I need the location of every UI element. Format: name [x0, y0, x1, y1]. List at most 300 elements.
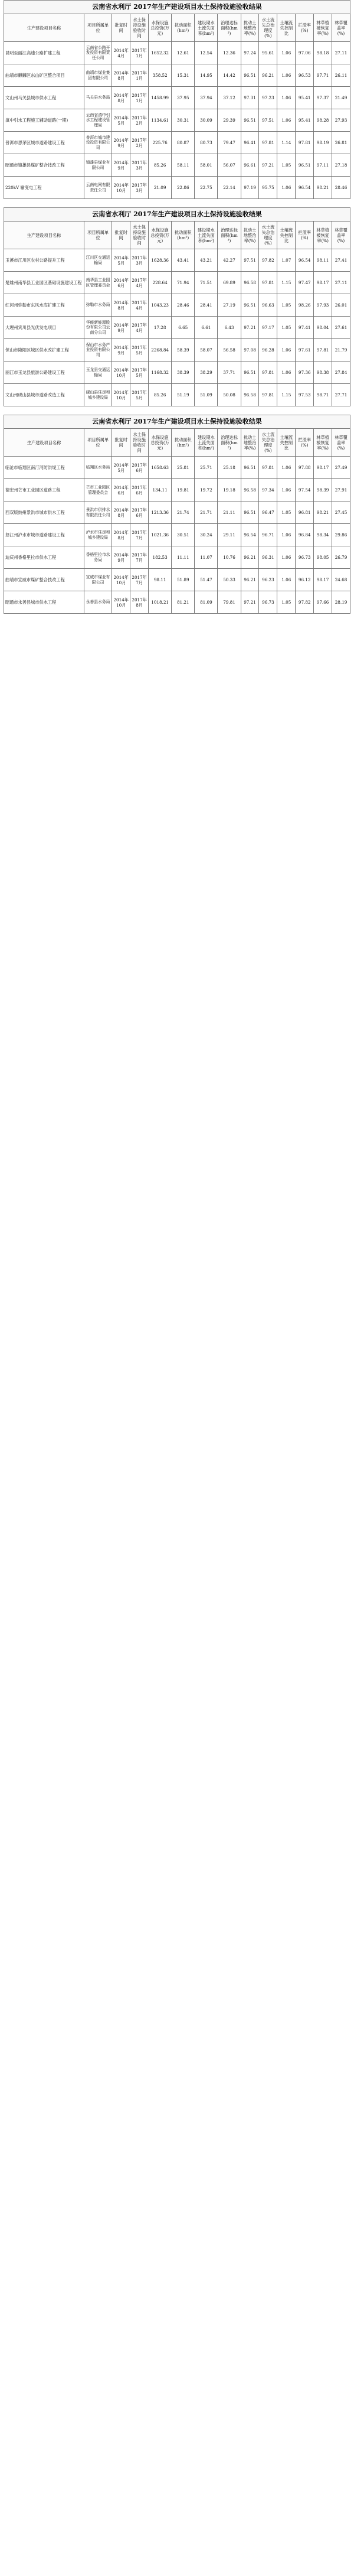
cell-invest: 1018.21	[149, 591, 172, 614]
cell-disturb: 22.86	[172, 177, 195, 199]
cell-v6: 27.49	[332, 457, 350, 479]
cell-loss: 11.07	[195, 546, 218, 569]
sheet-title: 云南省水利厅 2017年生产建设项目水土保持设施验收结果	[4, 207, 350, 221]
cell-v2: 95.61	[259, 42, 277, 64]
cell-accept: 2017年1月	[130, 64, 149, 87]
column-header: 批复时间	[112, 429, 130, 457]
column-header: 治理达标面积(hm²)	[218, 14, 241, 42]
cell-unit: 芒市工业园区管理委员会	[84, 479, 112, 501]
acceptance-sheet	[4, 415, 350, 614]
cell-invest: 1628.36	[149, 249, 172, 272]
cell-control: 10.76	[218, 546, 241, 569]
cell-v5: 98.05	[314, 546, 332, 569]
cell-unit: 云南电网有限责任公司	[84, 177, 112, 199]
cell-name: 220kV 输变电工程	[4, 177, 84, 199]
cell-invest: 358.52	[149, 64, 172, 87]
column-header: 水土流失总治理度(%)	[259, 222, 277, 249]
cell-approve: 2014年8月	[112, 501, 130, 524]
header-row	[4, 429, 350, 457]
column-header: 水土保持设施验收时间	[130, 222, 149, 249]
cell-invest: 228.64	[149, 272, 172, 294]
column-header: 批复时间	[112, 222, 130, 249]
table-row	[4, 362, 350, 384]
cell-v1: 96.54	[241, 524, 259, 546]
cell-v2: 97.51	[259, 109, 277, 132]
cell-accept: 2017年6月	[130, 457, 149, 479]
cell-v6: 27.11	[332, 272, 350, 294]
cell-invest: 1658.63	[149, 457, 172, 479]
cell-v3: 1.05	[277, 294, 296, 317]
cell-accept: 2017年7月	[130, 524, 149, 546]
cell-unit: 镇雄县煤业有限公司	[84, 154, 112, 177]
cell-v5: 97.11	[314, 154, 332, 177]
cell-v6: 27.61	[332, 317, 350, 339]
column-header: 生产建设项目名称	[4, 222, 84, 249]
cell-disturb: 71.94	[172, 272, 195, 294]
cell-unit: 马关县水务局	[84, 87, 112, 109]
cell-approve: 2014年5月	[112, 457, 130, 479]
cell-v6: 26.11	[332, 64, 350, 87]
cell-invest: 98.11	[149, 569, 172, 591]
cell-control: 42.27	[218, 249, 241, 272]
column-header: 项目所属单位	[84, 222, 112, 249]
cell-v4: 96.73	[296, 546, 314, 569]
cell-unit: 保山市水务产业投资有限公司	[84, 339, 112, 362]
cell-v6: 27.84	[332, 362, 350, 384]
cell-v6: 26.79	[332, 546, 350, 569]
cell-approve: 2014年9月	[112, 339, 130, 362]
cell-v1: 97.51	[241, 249, 259, 272]
cell-v1: 97.21	[241, 591, 259, 614]
cell-v1: 96.51	[241, 64, 259, 87]
cell-v5: 98.28	[314, 109, 332, 132]
cell-approve: 2014年10月	[112, 569, 130, 591]
cell-disturb: 81.21	[172, 591, 195, 614]
column-header: 林草覆盖率(%)	[332, 429, 350, 457]
column-header: 扰动土地整治率(%)	[241, 14, 259, 42]
cell-accept: 2017年7月	[130, 569, 149, 591]
cell-accept: 2017年2月	[130, 132, 149, 154]
cell-v2: 96.28	[259, 339, 277, 362]
cell-name: 丽江市玉龙县旅游公路建设工程	[4, 362, 84, 384]
cell-v3: 1.15	[277, 384, 296, 406]
cell-v5: 97.93	[314, 294, 332, 317]
cell-approve: 2014年10月	[112, 591, 130, 614]
cell-v4: 97.61	[296, 339, 314, 362]
cell-v5: 98.34	[314, 524, 332, 546]
column-header: 水保设施总投资(万元)	[149, 14, 172, 42]
cell-v5: 98.21	[314, 501, 332, 524]
table-row	[4, 546, 350, 569]
cell-name: 文山州马关县城市供水工程	[4, 87, 84, 109]
cell-approve: 2014年8月	[112, 294, 130, 317]
cell-v5: 98.11	[314, 249, 332, 272]
cell-unit: 云南省滇中引水工程建设管理局	[84, 109, 112, 132]
cell-v3: 1.14	[277, 132, 296, 154]
column-header: 扰动土地整治率(%)	[241, 222, 259, 249]
column-header: 批复时间	[112, 14, 130, 42]
cell-name: 昭通市永善县城市供水工程	[4, 591, 84, 614]
cell-v1: 96.51	[241, 457, 259, 479]
cell-unit: 南华县工业园区管理委员会	[84, 272, 112, 294]
cell-loss: 14.95	[195, 64, 218, 87]
cell-v6: 28.19	[332, 591, 350, 614]
cell-accept: 2017年4月	[130, 272, 149, 294]
cell-accept: 2017年5月	[130, 384, 149, 406]
column-header: 水保设施总投资(万元)	[149, 429, 172, 457]
cell-disturb: 51.19	[172, 384, 195, 406]
cell-v3: 1.05	[277, 317, 296, 339]
header-row	[4, 14, 350, 42]
cell-v2: 96.23	[259, 569, 277, 591]
cell-invest: 17.28	[149, 317, 172, 339]
cell-v2: 97.81	[259, 362, 277, 384]
cell-control: 69.89	[218, 272, 241, 294]
cell-invest: 1213.36	[149, 501, 172, 524]
cell-v1: 96.41	[241, 132, 259, 154]
cell-v1: 96.51	[241, 362, 259, 384]
cell-accept: 2017年4月	[130, 317, 149, 339]
cell-control: 27.19	[218, 294, 241, 317]
cell-control: 12.36	[218, 42, 241, 64]
cell-v6: 27.45	[332, 501, 350, 524]
cell-v2: 96.71	[259, 524, 277, 546]
table-row	[4, 109, 350, 132]
cell-v1: 97.08	[241, 339, 259, 362]
column-header: 土壤流失控制比	[277, 14, 296, 42]
cell-v6: 26.01	[332, 294, 350, 317]
cell-name: 滇中引水工程施工辅助道路(一期)	[4, 109, 84, 132]
sheet-title: 云南省水利厅 2017年生产建设项目水土保持设施验收结果	[4, 0, 350, 14]
column-header: 林草覆盖率(%)	[332, 14, 350, 42]
acceptance-sheet	[4, 0, 350, 199]
cell-unit: 泸水市住房和城乡建设局	[84, 524, 112, 546]
cell-unit: 曲靖市煤业集团有限公司	[84, 64, 112, 87]
table-row	[4, 272, 350, 294]
cell-v2: 96.47	[259, 501, 277, 524]
cell-v4: 97.53	[296, 384, 314, 406]
cell-v5: 98.38	[314, 362, 332, 384]
cell-unit: 弥勒市水务局	[84, 294, 112, 317]
cell-disturb: 80.87	[172, 132, 195, 154]
cell-unit: 江川区交通运输局	[84, 249, 112, 272]
cell-v3: 1.06	[277, 339, 296, 362]
cell-approve: 2014年5月	[112, 109, 130, 132]
cell-unit: 云南省公路开发投资有限责任公司	[84, 42, 112, 64]
cell-loss: 28.41	[195, 294, 218, 317]
cell-unit: 永善县水务局	[84, 591, 112, 614]
cell-v1: 97.31	[241, 87, 259, 109]
cell-loss: 80.73	[195, 132, 218, 154]
cell-v2: 97.34	[259, 479, 277, 501]
cell-v3: 1.15	[277, 272, 296, 294]
cell-v1: 96.51	[241, 109, 259, 132]
cell-disturb: 19.81	[172, 479, 195, 501]
cell-v3: 1.05	[277, 501, 296, 524]
cell-name: 红河州弥勒市东风水库扩建工程	[4, 294, 84, 317]
cell-invest: 1043.23	[149, 294, 172, 317]
cell-control: 56.58	[218, 339, 241, 362]
cell-loss: 19.72	[195, 479, 218, 501]
cell-disturb: 58.39	[172, 339, 195, 362]
cell-loss: 21.71	[195, 501, 218, 524]
cell-v4: 96.53	[296, 64, 314, 87]
cell-approve: 2014年8月	[112, 64, 130, 87]
cell-v6: 24.68	[332, 569, 350, 591]
acceptance-table	[4, 428, 350, 614]
cell-v3: 1.06	[277, 177, 296, 199]
table-row	[4, 42, 350, 64]
column-header: 水土流失总治理度(%)	[259, 14, 277, 42]
cell-v6: 28.46	[332, 177, 350, 199]
cell-invest: 85.26	[149, 384, 172, 406]
cell-name: 保山市隆阳区城区供水改扩建工程	[4, 339, 84, 362]
cell-accept: 2017年2月	[130, 109, 149, 132]
cell-unit: 华能新能源股份有限公司云南分公司	[84, 317, 112, 339]
cell-control: 25.18	[218, 457, 241, 479]
cell-accept: 2017年4月	[130, 294, 149, 317]
table-row	[4, 249, 350, 272]
column-header: 林草植被恢复率(%)	[314, 14, 332, 42]
cell-approve: 2014年9月	[112, 546, 130, 569]
cell-unit: 景洪市供排水有限责任公司	[84, 501, 112, 524]
cell-v6: 26.81	[332, 132, 350, 154]
cell-name: 曲靖市宣威市煤矿整合技改工程	[4, 569, 84, 591]
cell-name: 楚雄州南华县工业园区基础设施建设工程	[4, 272, 84, 294]
cell-disturb: 21.74	[172, 501, 195, 524]
cell-approve: 2014年6月	[112, 272, 130, 294]
column-header: 生产建设项目名称	[4, 429, 84, 457]
table-row	[4, 479, 350, 501]
cell-approve: 2014年4月	[112, 42, 130, 64]
cell-v2: 96.63	[259, 294, 277, 317]
table-row	[4, 154, 350, 177]
cell-v2: 95.75	[259, 177, 277, 199]
cell-v2: 97.81	[259, 457, 277, 479]
cell-disturb: 15.31	[172, 64, 195, 87]
column-header: 扰动面积(hm²)	[172, 14, 195, 42]
cell-loss: 30.09	[195, 109, 218, 132]
cell-loss: 6.61	[195, 317, 218, 339]
cell-v2: 97.17	[259, 317, 277, 339]
cell-v3: 1.06	[277, 569, 296, 591]
cell-v5: 97.81	[314, 339, 332, 362]
table-row	[4, 87, 350, 109]
cell-invest: 2268.84	[149, 339, 172, 362]
column-header: 土壤流失控制比	[277, 429, 296, 457]
cell-v2: 97.81	[259, 272, 277, 294]
cell-v5: 98.39	[314, 479, 332, 501]
cell-disturb: 25.81	[172, 457, 195, 479]
column-header: 拦渣率(%)	[296, 429, 314, 457]
cell-v2: 96.21	[259, 64, 277, 87]
cell-control: 37.71	[218, 362, 241, 384]
cell-accept: 2017年7月	[130, 546, 149, 569]
cell-control: 50.08	[218, 384, 241, 406]
cell-v5: 97.66	[314, 591, 332, 614]
cell-v3: 1.06	[277, 64, 296, 87]
cell-name: 曲靖市麒麟区东山矿区整合项目	[4, 64, 84, 87]
cell-v1: 96.51	[241, 294, 259, 317]
cell-loss: 37.94	[195, 87, 218, 109]
cell-accept: 2017年6月	[130, 479, 149, 501]
cell-unit: 普洱市城市建设投资有限公司	[84, 132, 112, 154]
column-header: 建设期水土流失面积(hm²)	[195, 14, 218, 42]
cell-control: 37.12	[218, 87, 241, 109]
cell-disturb: 6.65	[172, 317, 195, 339]
cell-control: 50.33	[218, 569, 241, 591]
cell-v4: 97.06	[296, 42, 314, 64]
cell-name: 文山州砚山县城市道路改造工程	[4, 384, 84, 406]
cell-v4: 96.54	[296, 249, 314, 272]
cell-approve: 2014年8月	[112, 524, 130, 546]
cell-loss: 38.29	[195, 362, 218, 384]
column-header: 扰动土地整治率(%)	[241, 429, 259, 457]
cell-v3: 1.06	[277, 479, 296, 501]
cell-v5: 98.21	[314, 177, 332, 199]
cell-v2: 96.31	[259, 546, 277, 569]
cell-invest: 134.11	[149, 479, 172, 501]
cell-v4: 96.81	[296, 501, 314, 524]
cell-v2: 97.81	[259, 132, 277, 154]
cell-control: 14.42	[218, 64, 241, 87]
cell-loss: 43.21	[195, 249, 218, 272]
cell-v1: 97.19	[241, 177, 259, 199]
cell-control: 22.14	[218, 177, 241, 199]
cell-v5: 97.71	[314, 64, 332, 87]
cell-invest: 225.76	[149, 132, 172, 154]
cell-name: 迪庆州香格里拉市供水工程	[4, 546, 84, 569]
cell-approve: 2014年10月	[112, 177, 130, 199]
cell-v3: 1.06	[277, 524, 296, 546]
cell-v5: 98.17	[314, 457, 332, 479]
cell-v4: 97.88	[296, 457, 314, 479]
cell-disturb: 12.61	[172, 42, 195, 64]
cell-loss: 81.09	[195, 591, 218, 614]
cell-v4: 95.41	[296, 87, 314, 109]
cell-accept: 2017年8月	[130, 591, 149, 614]
cell-v3: 1.06	[277, 546, 296, 569]
cell-approve: 2014年10月	[112, 384, 130, 406]
cell-name: 大理州宾川县光伏发电项目	[4, 317, 84, 339]
cell-v5: 97.37	[314, 87, 332, 109]
cell-v2: 97.82	[259, 249, 277, 272]
cell-approve: 2014年8月	[112, 87, 130, 109]
cell-loss: 58.07	[195, 339, 218, 362]
acceptance-table	[4, 14, 350, 199]
table-row	[4, 457, 350, 479]
cell-name: 玉溪市江川区农村公路提升工程	[4, 249, 84, 272]
cell-v1: 96.58	[241, 479, 259, 501]
cell-v4: 97.41	[296, 317, 314, 339]
cell-v1: 97.24	[241, 42, 259, 64]
cell-disturb: 28.46	[172, 294, 195, 317]
cell-v1: 96.51	[241, 501, 259, 524]
cell-v4: 98.26	[296, 294, 314, 317]
table-row	[4, 317, 350, 339]
cell-v1: 96.58	[241, 384, 259, 406]
cell-accept: 2017年3月	[130, 249, 149, 272]
cell-control: 6.43	[218, 317, 241, 339]
cell-invest: 182.53	[149, 546, 172, 569]
cell-v4: 97.54	[296, 479, 314, 501]
cell-v3: 1.05	[277, 591, 296, 614]
cell-v5: 98.17	[314, 272, 332, 294]
cell-control: 56.07	[218, 154, 241, 177]
cell-loss: 51.09	[195, 384, 218, 406]
column-header: 项目所属单位	[84, 14, 112, 42]
cell-loss: 51.47	[195, 569, 218, 591]
cell-control: 79.81	[218, 591, 241, 614]
document-page	[4, 0, 350, 614]
cell-v1: 97.21	[241, 317, 259, 339]
column-header: 水土保持设施验收时间	[130, 429, 149, 457]
column-header: 林草覆盖率(%)	[332, 222, 350, 249]
cell-accept: 2017年1月	[130, 42, 149, 64]
cell-v4: 96.51	[296, 154, 314, 177]
column-header: 治理达标面积(hm²)	[218, 429, 241, 457]
cell-v5: 98.04	[314, 317, 332, 339]
cell-v3: 1.06	[277, 109, 296, 132]
cell-v4: 97.47	[296, 272, 314, 294]
acceptance-table	[4, 221, 350, 406]
table-row	[4, 64, 350, 87]
cell-unit: 临翔区水务局	[84, 457, 112, 479]
cell-v6: 27.41	[332, 249, 350, 272]
cell-v1: 96.21	[241, 546, 259, 569]
cell-control: 29.11	[218, 524, 241, 546]
cell-v2: 97.21	[259, 154, 277, 177]
cell-name: 昭通市镇雄县煤矿整合技改工程	[4, 154, 84, 177]
cell-v3: 1.06	[277, 457, 296, 479]
cell-control: 21.11	[218, 501, 241, 524]
column-header: 水土保持设施验收时间	[130, 14, 149, 42]
column-header: 生产建设项目名称	[4, 14, 84, 42]
cell-v3: 1.06	[277, 87, 296, 109]
cell-invest: 1652.32	[149, 42, 172, 64]
cell-unit: 宣威市煤业有限公司	[84, 569, 112, 591]
cell-v6: 27.71	[332, 384, 350, 406]
cell-v4: 97.36	[296, 362, 314, 384]
cell-v6: 21.49	[332, 87, 350, 109]
cell-disturb: 43.41	[172, 249, 195, 272]
column-header: 土壤流失控制比	[277, 222, 296, 249]
table-row	[4, 177, 350, 199]
cell-v2: 97.81	[259, 384, 277, 406]
cell-v3: 1.06	[277, 42, 296, 64]
cell-loss: 22.75	[195, 177, 218, 199]
cell-name: 怒江州泸水市城市道路建设工程	[4, 524, 84, 546]
cell-invest: 21.09	[149, 177, 172, 199]
cell-disturb: 30.31	[172, 109, 195, 132]
cell-approve: 2014年5月	[112, 249, 130, 272]
cell-name: 昆明至丽江高速公路扩建工程	[4, 42, 84, 64]
column-header: 拦渣率(%)	[296, 222, 314, 249]
cell-v6: 21.79	[332, 339, 350, 362]
cell-control: 29.39	[218, 109, 241, 132]
cell-approve: 2014年9月	[112, 154, 130, 177]
cell-control: 79.47	[218, 132, 241, 154]
table-row	[4, 384, 350, 406]
cell-invest: 1168.32	[149, 362, 172, 384]
cell-v4: 96.84	[296, 524, 314, 546]
column-header: 项目所属单位	[84, 429, 112, 457]
column-header: 扰动面积(hm²)	[172, 429, 195, 457]
column-header: 治理达标面积(hm²)	[218, 222, 241, 249]
header-row	[4, 222, 350, 249]
column-header: 林草植被恢复率(%)	[314, 222, 332, 249]
cell-name: 普洱市思茅区城市道路建设工程	[4, 132, 84, 154]
